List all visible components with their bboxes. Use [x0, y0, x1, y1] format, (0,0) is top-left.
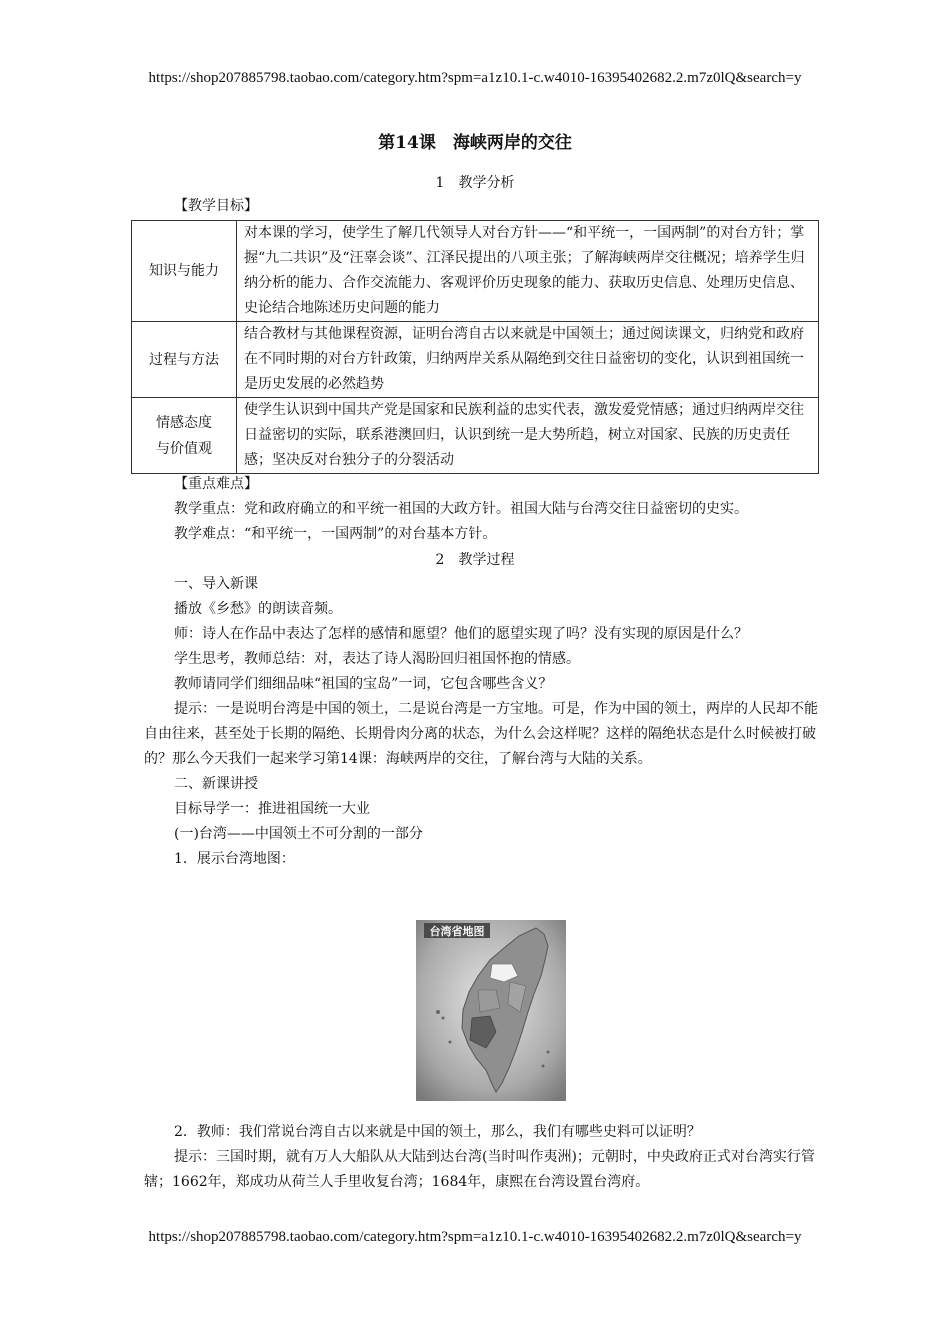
objectives-table — [131, 220, 819, 474]
lecture-heading: 二、新课讲授 — [174, 776, 258, 792]
difficult-point: 教学难点：“和平统一，一国两制”的对台基本方针。 — [174, 526, 497, 542]
objective-text-process: 结合教材与其他课程资源，证明台湾自古以来就是中国领土；通过阅读课文，归纳党和政府在不同时期的对台方针政策，归纳两岸关系从隔绝到交往日益密切的变化，认识到祖国统一是历史发展的必然趋势 — [237, 322, 819, 398]
lesson-title: 第14课 海峡两岸的交往 — [378, 133, 572, 153]
intro-paragraph: 学生思考，教师总结：对，表达了诗人渴盼回归祖国怀抱的情感。 — [174, 651, 580, 667]
section-teaching-analysis: 1 教学分析 — [435, 175, 515, 191]
table-row — [132, 221, 819, 322]
objective-text-emotion: 使学生认识到中国共产党是国家和民族利益的忠实代表，激发爱党情感；通过归纳两岸交往日益密切的实际，联系港澳回归，认识到统一是大势所趋，树立对国家、民族的历史责任感；坚决反对台独分子的分裂活动 — [237, 398, 819, 474]
hint-paragraph: 提示：三国时期，就有万人大船队从大陆到达台湾(当时叫作夷洲)；元朝时，中央政府正式对台湾实行管辖；1662年，郑成功从荷兰人手里收复台湾；1684年，康熙在台湾设置台湾府。 — [144, 1149, 815, 1190]
key-point: 教学重点：党和政府确立的和平统一祖国的大政方针。祖国大陆与台湾交往日益密切的史实。 — [174, 501, 748, 517]
objective-label-process: 过程与方法 — [132, 322, 237, 398]
key-heading: 【重点难点】 — [174, 476, 258, 492]
objective-label-emotion — [132, 398, 237, 474]
intro-heading: 一、导入新课 — [174, 576, 258, 592]
intro-paragraph: 提示：一是说明台湾是中国的领土，二是说台湾是一方宝地。可是，作为中国的领土，两岸的人民却不能自由往来，甚至处于长期的隔绝、长期骨肉分离的状态，为什么会这样呢？这样的隔绝状态是什么时候被打破的？那么今天我们一起来学习第14课：海峡两岸的交往，了解台湾与大陆的关系。 — [144, 701, 818, 767]
objective-label-emotion-line2: 与价值观 — [156, 440, 212, 457]
process-body-continued — [144, 1120, 820, 1195]
intro-paragraph: 师：诗人在作品中表达了怎样的感情和愿望？他们的愿望实现了吗？没有实现的原因是什么？ — [174, 626, 748, 642]
header-url: https://shop207885798.taobao.com/category.htm?spm=a1z10.1-c.w4010-16395402682.2.m7z0lQ&search=y — [148, 70, 802, 86]
taiwan-map-image — [416, 920, 566, 1101]
subsection-heading: (一)台湾——中国领土不可分割的一部分 — [174, 826, 423, 842]
objective-text-knowledge: 对本课的学习，使学生了解几代领导人对台方针——“和平统一，一国两制”的对台方针；掌握“九二共识”及“汪辜会谈”、江泽民提出的八项主张；了解海峡两岸交往概况；培养学生归纳分析的能力、合作交流能力、客观评价历史现象的能力、获取历史信息、处理历史信息、史论结合地陈述历史问题的能力 — [237, 221, 819, 322]
table-row — [132, 322, 819, 398]
intro-paragraph: 教师请同学们细细品味“祖国的宝岛”一词，它包含哪些含义？ — [174, 676, 553, 692]
list-item: 2．教师：我们常说台湾自古以来就是中国的领土，那么，我们有哪些史料可以证明？ — [174, 1124, 701, 1140]
process-body — [144, 572, 820, 872]
key-points-block — [144, 472, 820, 547]
goal-heading: 目标导学一：推进祖国统一大业 — [174, 801, 370, 817]
list-item: 1．展示台湾地图： — [174, 851, 295, 867]
table-row — [132, 398, 819, 474]
map-title: 台湾省地图 — [429, 925, 485, 938]
objective-label-emotion-line1: 情感态度 — [156, 414, 212, 431]
goals-heading-block — [144, 194, 820, 219]
footer-url: https://shop207885798.taobao.com/category.htm?spm=a1z10.1-c.w4010-16395402682.2.m7z0lQ&search=y — [148, 1229, 802, 1245]
taiwan-map-icon — [416, 920, 566, 1101]
objective-label-knowledge: 知识与能力 — [132, 221, 237, 322]
intro-paragraph: 播放《乡愁》的朗读音频。 — [174, 601, 342, 617]
section-teaching-process: 2 教学过程 — [435, 552, 515, 568]
goals-heading: 【教学目标】 — [174, 198, 258, 214]
